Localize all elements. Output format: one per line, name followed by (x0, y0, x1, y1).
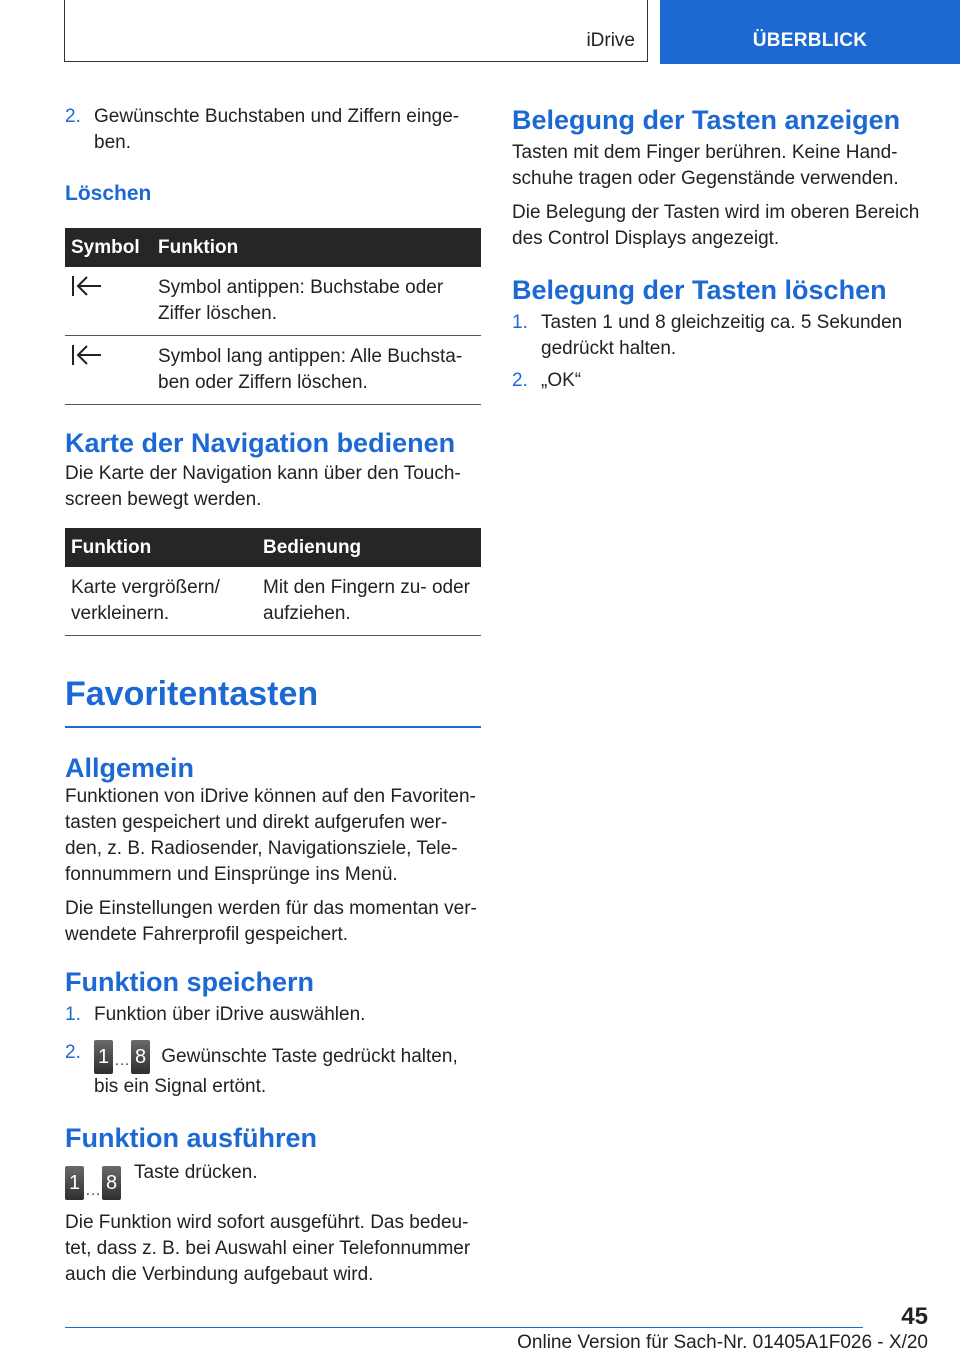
anzeigen-paragraph: Tasten mit dem Finger berühren. Keine Hand-schuhe tragen oder Gegenstände verwenden. (512, 142, 899, 189)
table-header-cell: Symbol (65, 228, 152, 267)
step-text: „OK“ (541, 370, 582, 391)
anzeigen-paragraph: Die Belegung der Tasten wird im oberen Bereich des Control Displays angezeigt. (512, 202, 920, 249)
ausfuehren-row (65, 1160, 481, 1200)
header-section-box (64, 0, 648, 62)
allgemein-paragraph: Funktionen von iDrive können auf den Favoriten-tasten gespeichert und direkt aufgerufen wer-den, z. B. Radiosender, Navigationsziele, Tele-fonnummern und Einsprünge ins Menü. (65, 786, 476, 885)
page-number: 45 (901, 1303, 928, 1330)
chapter-rule (65, 726, 481, 728)
step-text: Gewünschte Buchstaben und Ziffern einge-ben. (94, 106, 460, 153)
favorite-key-icon: 1 (65, 1166, 84, 1200)
step-number: 2. (512, 370, 528, 391)
step-item (65, 104, 481, 156)
ausfuehren-text: Taste drücken. (134, 1162, 258, 1183)
footer-text: Online Version für Sach-Nr. 01405A1F026 - X/20 (517, 1332, 928, 1353)
karte-table (65, 528, 481, 636)
right-column (512, 104, 928, 394)
ellipsis: … (85, 1182, 101, 1199)
table-header-cell: Funktion (65, 528, 257, 567)
section-title-karte: Karte der Navigation bedienen (65, 428, 456, 458)
step-text: Tasten 1 und 8 gleichzeitig ca. 5 Sekunden gedrückt halten. (541, 312, 903, 359)
key-group (65, 1166, 121, 1200)
table-cell-bedienung: Mit den Fingern zu- oder aufziehen. (257, 567, 481, 636)
header-chapter-label: ÜBERBLICK (752, 30, 868, 51)
section-title-tasten-loeschen: Belegung der Tasten löschen (512, 275, 887, 305)
section-title-speichern: Funktion speichern (65, 967, 315, 997)
step-number: 1. (512, 312, 528, 333)
section-title-loeschen: Löschen (65, 182, 152, 205)
chapter-title-favoriten: Favoritentasten (65, 675, 319, 713)
table-row (65, 567, 481, 636)
step-item (65, 1002, 481, 1028)
step-number: 2. (65, 106, 81, 127)
table-row (65, 267, 481, 336)
step-item (512, 368, 928, 394)
table-cell-text: Symbol lang antippen: Alle Buchsta-ben oder Ziffern löschen. (152, 336, 481, 405)
table-cell-text: Symbol antippen: Buchstabe oder Ziffer löschen. (152, 267, 481, 336)
section-title-allgemein: Allgemein (65, 753, 195, 783)
header-chapter-tab[interactable] (660, 0, 960, 64)
favorite-key-icon: 8 (131, 1040, 150, 1074)
table-header-row (65, 528, 481, 567)
section-title-anzeigen: Belegung der Tasten anzeigen (512, 105, 901, 135)
step-item (512, 310, 928, 362)
loeschen-table (65, 228, 481, 405)
favorite-key-icon: 1 (94, 1040, 113, 1074)
step-text: Gewünschte Taste gedrückt halten, bis ein Signal ertönt. (94, 1046, 458, 1097)
allgemein-paragraph: Die Einstellungen werden für das momentan ver-wendete Fahrerprofil gespeichert. (65, 898, 477, 945)
favorite-key-icon: 8 (102, 1166, 121, 1200)
step-text-with-keys (94, 1040, 481, 1100)
table-header-cell: Bedienung (257, 528, 481, 567)
left-column (65, 104, 481, 1288)
step-number: 2. (65, 1042, 81, 1063)
delete-icon (71, 281, 103, 302)
table-cell-symbol (65, 336, 152, 405)
table-cell-symbol (65, 267, 152, 336)
section-title-ausfuehren: Funktion ausführen (65, 1123, 317, 1153)
table-header-cell: Funktion (152, 228, 481, 267)
ausfuehren-paragraph: Die Funktion wird sofort ausgeführt. Das bedeu-tet, dass z. B. bei Auswahl einer Telefonnummer auch die Verbindung aufgebaut wird. (65, 1212, 471, 1285)
karte-intro: Die Karte der Navigation kann über den Touch-screen bewegt werden. (65, 463, 461, 510)
footer-rule (65, 1327, 863, 1328)
table-header-row (65, 228, 481, 267)
step-text: Funktion über iDrive auswählen. (94, 1004, 366, 1025)
step-item (65, 1040, 481, 1100)
header-section-label: iDrive (586, 30, 635, 51)
ellipsis: … (114, 1052, 130, 1069)
step-number: 1. (65, 1004, 81, 1025)
table-cell-funktion: Karte vergrößern/ verkleinern. (65, 567, 257, 636)
table-row (65, 336, 481, 405)
delete-icon (71, 350, 103, 371)
